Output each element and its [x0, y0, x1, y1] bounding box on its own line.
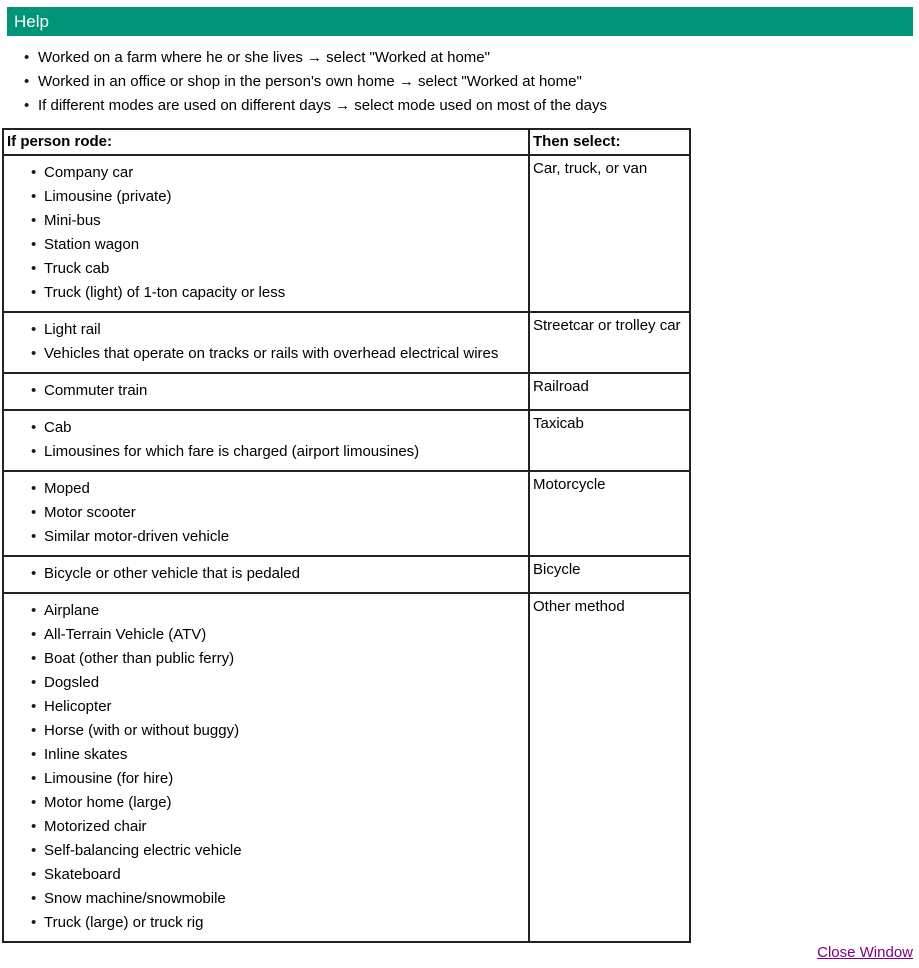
- rode-item: [4, 281, 528, 305]
- bullet-icon: •: [31, 746, 37, 763]
- bullet-icon: •: [31, 794, 37, 811]
- rode-item: [4, 416, 528, 440]
- rode-item: [4, 671, 528, 695]
- rode-items-list: [4, 318, 528, 366]
- rode-item: [4, 719, 528, 743]
- list-item-text: Skateboard: [44, 866, 121, 883]
- help-notes-list: [24, 46, 607, 118]
- list-item-text: Station wagon: [44, 236, 140, 253]
- page-title: Help: [14, 12, 49, 31]
- list-item-text: Self-balancing electric vehicle: [44, 842, 242, 859]
- table-row: [3, 556, 690, 593]
- bullet-icon: •: [31, 260, 37, 277]
- rode-item: [4, 863, 528, 887]
- list-item-text: Limousine (for hire): [44, 770, 174, 787]
- select-cell: Bicycle: [529, 556, 690, 593]
- bullet-icon: •: [31, 528, 37, 545]
- select-cell: Motorcycle: [529, 471, 690, 556]
- rode-item: [4, 815, 528, 839]
- rode-item: [4, 209, 528, 233]
- rode-items-list: [4, 416, 528, 464]
- rode-item: [4, 161, 528, 185]
- bullet-icon: •: [31, 818, 37, 835]
- select-cell: Railroad: [529, 373, 690, 410]
- list-item-text: Horse (with or without buggy): [44, 722, 240, 739]
- list-item-text: Limousine (private): [44, 188, 172, 205]
- bullet-icon: •: [24, 97, 30, 114]
- rode-cell: [3, 556, 529, 593]
- close-window-link[interactable]: Close Window: [817, 944, 913, 961]
- rode-item: [4, 599, 528, 623]
- rode-items-list: [4, 477, 528, 549]
- rode-item: [4, 257, 528, 281]
- rode-item: [4, 647, 528, 671]
- bullet-icon: •: [31, 419, 37, 436]
- list-item-text: Commuter train: [44, 382, 148, 399]
- bullet-icon: •: [31, 480, 37, 497]
- bullet-icon: •: [31, 212, 37, 229]
- rode-item: [4, 477, 528, 501]
- rode-cell: [3, 373, 529, 410]
- rode-item: [4, 342, 528, 366]
- rode-item: [4, 440, 528, 464]
- list-item-text: Cab: [44, 419, 72, 436]
- rode-item: [4, 887, 528, 911]
- rode-item: [4, 743, 528, 767]
- rode-item: [4, 185, 528, 209]
- list-item-text: Worked on a farm where he or she lives → select "Worked at home": [38, 49, 490, 66]
- list-item-text: Helicopter: [44, 698, 112, 715]
- list-item-text: Motor home (large): [44, 794, 172, 811]
- bullet-icon: •: [31, 914, 37, 931]
- rode-item: [4, 233, 528, 257]
- list-item-text: Truck (light) of 1-ton capacity or less: [44, 284, 286, 301]
- column-header-if-person-rode: If person rode:: [3, 129, 529, 155]
- rode-items-list: [4, 379, 528, 403]
- rode-item: [4, 911, 528, 935]
- rode-cell: [3, 410, 529, 471]
- list-item-text: Snow machine/snowmobile: [44, 890, 226, 907]
- bullet-icon: •: [31, 284, 37, 301]
- list-item-text: Light rail: [44, 321, 101, 338]
- select-cell: Car, truck, or van: [529, 155, 690, 312]
- list-item-text: If different modes are used on different days → select mode used on most of the days: [38, 97, 607, 114]
- table-row: [3, 312, 690, 373]
- rode-item: [4, 791, 528, 815]
- list-item-text: Dogsled: [44, 674, 100, 691]
- rode-item: [4, 379, 528, 403]
- list-item-text: All-Terrain Vehicle (ATV): [44, 626, 207, 643]
- bullet-icon: •: [31, 602, 37, 619]
- bullet-icon: •: [31, 698, 37, 715]
- bullet-icon: •: [31, 382, 37, 399]
- bullet-icon: •: [31, 345, 37, 362]
- list-item-text: Vehicles that operate on tracks or rails with overhead electrical wires: [44, 345, 499, 362]
- table-row: [3, 155, 690, 312]
- rode-items-list: [4, 161, 528, 305]
- footer: [817, 944, 913, 961]
- list-item-text: Moped: [44, 480, 90, 497]
- transport-modes-table: [2, 128, 691, 943]
- list-item-text: Mini-bus: [44, 212, 101, 229]
- rode-item: [4, 318, 528, 342]
- table-row: [3, 471, 690, 556]
- bullet-icon: •: [31, 164, 37, 181]
- list-item-text: Bicycle or other vehicle that is pedaled: [44, 565, 300, 582]
- list-item-text: Motor scooter: [44, 504, 136, 521]
- list-item-text: Similar motor-driven vehicle: [44, 528, 230, 545]
- bullet-icon: •: [31, 770, 37, 787]
- list-item-text: Motorized chair: [44, 818, 147, 835]
- rode-item: [4, 623, 528, 647]
- list-item-text: Limousines for which fare is charged (airport limousines): [44, 443, 420, 460]
- rode-item: [4, 695, 528, 719]
- bullet-icon: •: [24, 73, 30, 90]
- bullet-icon: •: [31, 890, 37, 907]
- rode-item: [4, 501, 528, 525]
- bullet-icon: •: [31, 321, 37, 338]
- bullet-icon: •: [24, 49, 30, 66]
- rode-item: [4, 839, 528, 863]
- rode-item: [4, 525, 528, 549]
- rode-item: [4, 562, 528, 586]
- select-cell: Taxicab: [529, 410, 690, 471]
- rode-cell: [3, 593, 529, 942]
- column-header-then-select: Then select:: [529, 129, 690, 155]
- help-note: [24, 70, 607, 94]
- bullet-icon: •: [31, 188, 37, 205]
- list-item-text: Airplane: [44, 602, 100, 619]
- table-row: [3, 373, 690, 410]
- rode-cell: [3, 471, 529, 556]
- bullet-icon: •: [31, 236, 37, 253]
- list-item-text: Boat (other than public ferry): [44, 650, 235, 667]
- list-item-text: Truck cab: [44, 260, 110, 277]
- bullet-icon: •: [31, 626, 37, 643]
- rode-items-list: [4, 562, 528, 586]
- rode-item: [4, 767, 528, 791]
- bullet-icon: •: [31, 504, 37, 521]
- rode-items-list: [4, 599, 528, 935]
- bullet-icon: •: [31, 565, 37, 582]
- rode-cell: [3, 312, 529, 373]
- bullet-icon: •: [31, 842, 37, 859]
- bullet-icon: •: [31, 650, 37, 667]
- help-note: [24, 94, 607, 118]
- bullet-icon: •: [31, 722, 37, 739]
- help-note: [24, 46, 607, 70]
- help-title-bar: [7, 7, 913, 36]
- table-row: [3, 410, 690, 471]
- rode-cell: [3, 155, 529, 312]
- list-item-text: Inline skates: [44, 746, 128, 763]
- table-row: [3, 593, 690, 942]
- list-item-text: Worked in an office or shop in the person's own home → select "Worked at home": [38, 73, 582, 90]
- bullet-icon: •: [31, 674, 37, 691]
- list-item-text: Truck (large) or truck rig: [44, 914, 204, 931]
- table-header-row: [3, 129, 690, 155]
- list-item-text: Company car: [44, 164, 134, 181]
- bullet-icon: •: [31, 866, 37, 883]
- select-cell: Streetcar or trolley car: [529, 312, 690, 373]
- bullet-icon: •: [31, 443, 37, 460]
- select-cell: Other method: [529, 593, 690, 942]
